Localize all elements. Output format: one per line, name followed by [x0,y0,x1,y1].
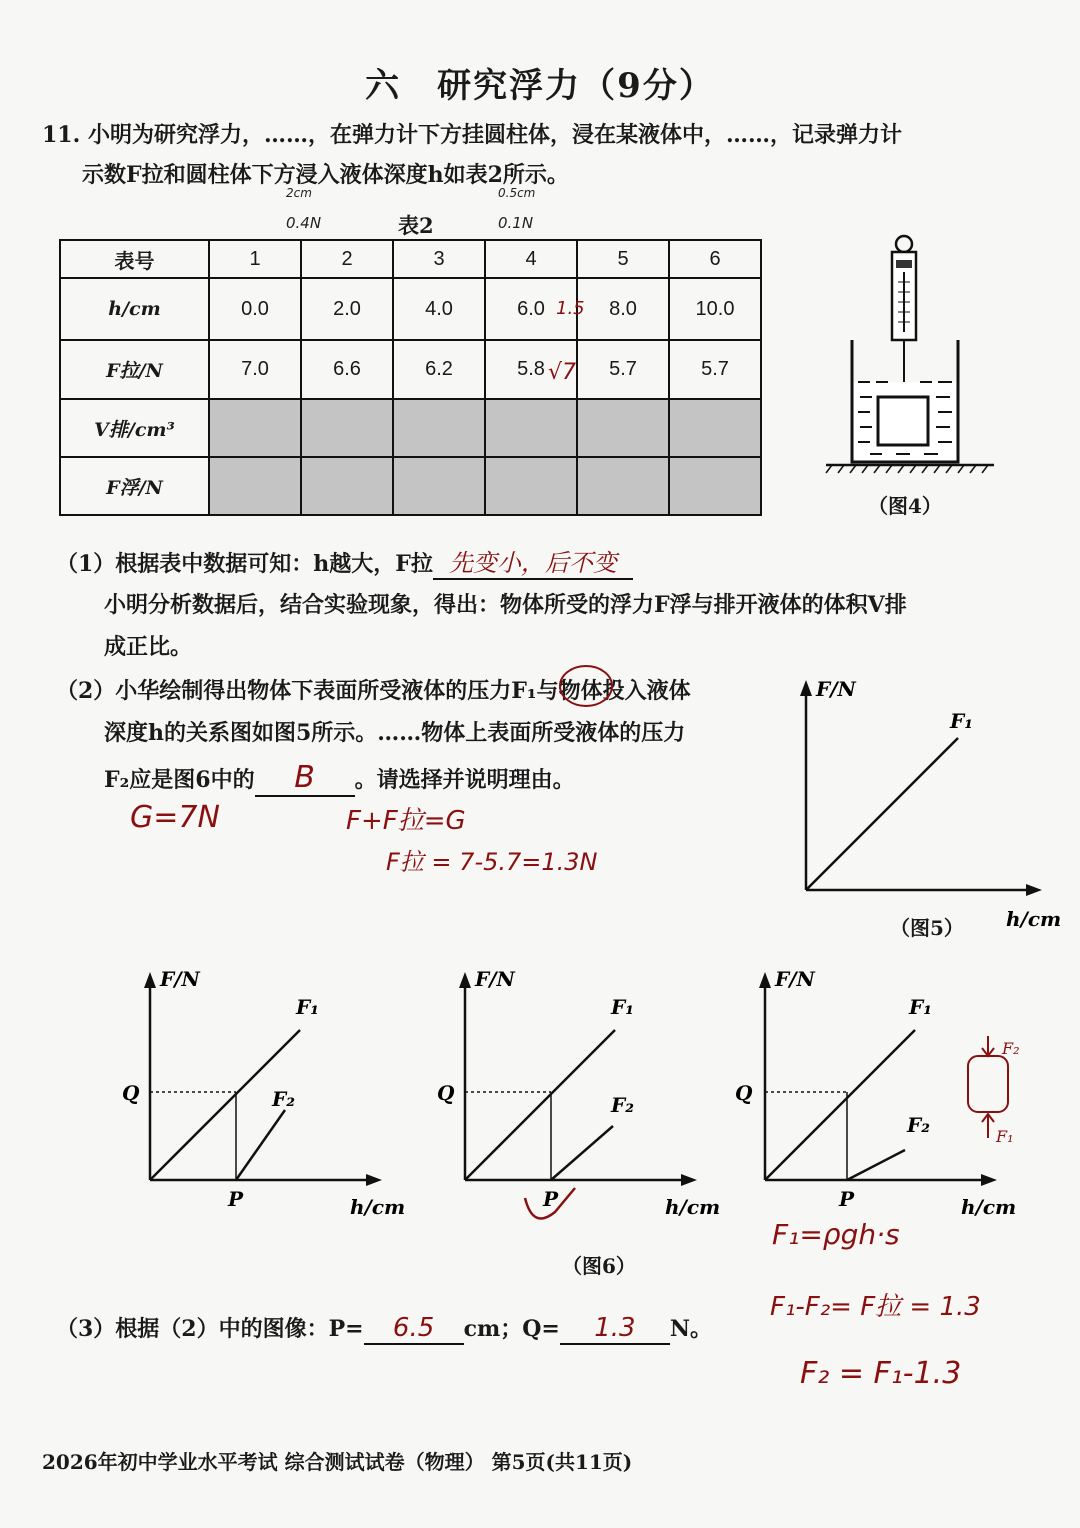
row-label-v-pai: V排/cm³ [60,399,209,457]
table-row [60,340,761,399]
table-cell: 5.7 [669,340,761,399]
circle-mark-f1 [556,662,616,710]
part3-line [56,1312,712,1345]
table-row [60,399,761,457]
row-label-h: h/cm [60,278,209,340]
note-difference: F₁-F₂= F拉 = 1.3 [770,1292,981,1322]
table-cell: 7.0 [209,340,301,399]
figure-5-series-label: F₁ [950,709,973,733]
sketch-f2-label: F₂ [1002,1039,1020,1058]
f1-line [465,1030,615,1180]
x-axis-arrow-icon [981,1174,997,1186]
work-eq1: F+F拉=G [346,806,466,836]
figure-6a-graph [110,960,420,1230]
table-cell: 4.0 [393,278,485,340]
x-axis-arrow-icon [1026,884,1042,896]
question-number: 11. [42,122,81,148]
table-cell: 5.7 [577,340,669,399]
table-header-cell: 6 [669,240,761,278]
margin-note-2: √7 [548,360,577,385]
work-g: G=7N [130,800,220,835]
table-header-cell: 1 [209,240,301,278]
note-05cm: 0.5cm [498,186,536,200]
table-cell: 6.6 [301,340,393,399]
part2-suffix: 。请选择并说明理由。 [354,767,575,793]
f2-line [551,1126,613,1180]
f2-line [847,1150,905,1180]
table-cell: 0.0 [209,278,301,340]
note-04n: 0.4N [286,214,322,232]
part3-q-answer: 1.3 [560,1313,670,1345]
table-header-cell: 2 [301,240,393,278]
shaded-cell [485,457,577,515]
part1-line-2: 小明分析数据后，结合实验现象，得出：物体所受的浮力F浮与排开液体的体积V排 [104,592,907,618]
part3-mid: cm；Q= [463,1316,560,1342]
xlabel: h/cm [665,1195,721,1219]
shaded-cell [577,399,669,457]
shaded-cell [669,457,761,515]
part2-prefix: F₂应是图6中的 [104,767,255,793]
section-title: 六 研究浮力（9分） [365,66,715,106]
table-header-row [60,240,761,278]
table-header-cell: 4 [485,240,577,278]
shaded-cell [393,399,485,457]
handwritten-force-sketch [958,1030,1038,1150]
question-text-1: 小明为研究浮力，……，在弹力计下方挂圆柱体，浸在某液体中，……，记录弹力计 [87,122,902,148]
ylabel: F/N [775,967,815,991]
figure-6-caption: （图6） [562,1254,636,1278]
table-cell: 6.0 [485,278,577,340]
f2-label: F₂ [272,1087,295,1111]
y-axis-arrow-icon [800,680,812,696]
figure-5-ylabel: F/N [816,677,856,701]
part2-answer: B [255,760,355,797]
note-f1-formula: F₁=ρgh·s [772,1218,900,1251]
ylabel: F/N [160,967,200,991]
f2-label: F₂ [907,1113,930,1137]
p-label: P [543,1187,559,1211]
table-cell: 5.8 [485,340,577,399]
p-label: P [839,1187,855,1211]
note-f2-formula: F₂ = F₁-1.3 [800,1356,962,1391]
shaded-cell [669,399,761,457]
table-cell: 8.0 [577,278,669,340]
figure-4-caption: （图4） [868,494,942,518]
page-footer: 2026年初中学业水平考试 综合测试试卷（物理） 第5页(共11页) [42,1450,633,1474]
part2-line-3 [104,760,575,797]
question-line-1 [42,118,902,149]
table-header-cell: 表号 [60,240,209,278]
q-label: Q [735,1081,753,1105]
x-axis-arrow-icon [366,1174,382,1186]
part3-prefix: （3）根据（2）中的图像：P= [56,1316,364,1342]
note-01n: 0.1N [498,214,534,232]
shaded-cell [209,399,301,457]
part1-line-3: 成正比。 [104,634,193,660]
part2-line-1: （2）小华绘制得出物体下表面所受液体的压力F₁与物体投入液体 [56,678,691,704]
figure-5-caption: （图5） [890,916,964,940]
note-2cm: 2cm [286,186,312,200]
part1-line-1 [56,543,633,580]
table-cell: 10.0 [669,278,761,340]
question-line-2: 示数F拉和圆柱体下方浸入液体深度h如表2所示。 [82,162,569,188]
row-label-f-la: F拉/N [60,340,209,399]
f1-label: F₁ [296,995,319,1019]
margin-note-1: 1.5 [556,298,585,319]
y-axis-arrow-icon [759,972,771,988]
xlabel: h/cm [961,1195,1017,1219]
shaded-cell [577,457,669,515]
table-header-cell: 5 [577,240,669,278]
f2-line [236,1110,285,1180]
f2-label: F₂ [611,1093,634,1117]
figure-5-xlabel: h/cm [1006,907,1062,931]
table-cell: 2.0 [301,278,393,340]
part1-answer: 先变小，后不变 [433,543,633,580]
shaded-cell [393,457,485,515]
figure-6b-graph [425,960,735,1230]
figure-4-apparatus [820,232,1000,482]
shaded-cell [209,457,301,515]
shaded-cell [301,399,393,457]
table-cell: 6.2 [393,340,485,399]
y-axis-arrow-icon [144,972,156,988]
part2-line-2: 深度h的关系图如图5所示。……物体上表面所受液体的压力 [104,720,686,746]
q-label: Q [437,1081,455,1105]
y-axis-arrow-icon [459,972,471,988]
part3-suffix: N。 [669,1316,712,1342]
table-caption: 表2 [398,213,434,238]
q-label: Q [122,1081,140,1105]
row-label-f-fu: F浮/N [60,457,209,515]
table-row [60,278,761,340]
x-axis-arrow-icon [681,1174,697,1186]
sketch-f1-label: F₁ [996,1127,1014,1146]
f1-label: F₁ [611,995,634,1019]
xlabel: h/cm [350,1195,406,1219]
table-row [60,457,761,515]
ylabel: F/N [475,967,515,991]
part3-p-answer: 6.5 [364,1313,464,1345]
data-table [59,239,762,516]
f1-line [806,738,958,890]
shaded-cell [485,399,577,457]
p-label: P [228,1187,244,1211]
table-header-cell: 3 [393,240,485,278]
shaded-cell [301,457,393,515]
work-eq2: F拉 = 7-5.7=1.3N [386,848,598,876]
figure-5-graph [780,670,1070,940]
part1-prefix: （1）根据表中数据可知：h越大，F拉 [56,551,433,577]
f1-label: F₁ [909,995,932,1019]
